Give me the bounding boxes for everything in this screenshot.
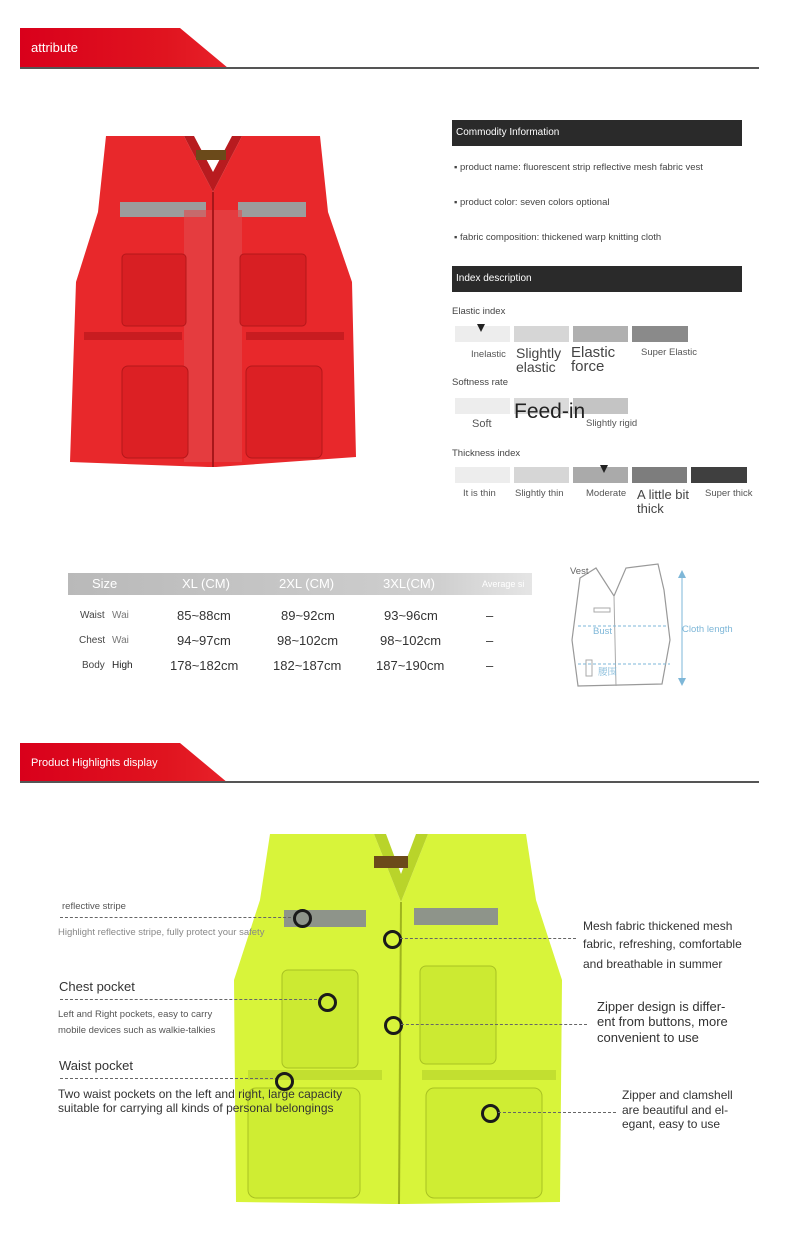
mesh-dash — [400, 938, 576, 939]
commodity-title-bar: Commodity Information — [452, 120, 742, 146]
softness-right: Slightly rigid — [586, 418, 638, 429]
reflective-dash — [60, 917, 296, 918]
chest-desc-2: mobile devices such as walkie-talkies — [58, 1025, 216, 1036]
diagram-bust-label: Bust — [593, 626, 613, 637]
thickness-opt-1: It is thin — [463, 488, 496, 499]
size-header-2xl: 2XL (CM) — [279, 576, 335, 591]
thickness-opt-5: Super thick — [705, 488, 753, 499]
waist-desc-1: Two waist pockets on the left and right, large capacity — [58, 1087, 343, 1101]
chest-title: Chest pocket — [59, 979, 135, 994]
cell-body-3xl: 187~190cm — [376, 658, 445, 673]
row-label-chest: Chest — [79, 635, 106, 646]
softness-seg-1 — [455, 398, 510, 414]
clamshell-1: Zipper and clamshell — [622, 1088, 733, 1102]
zipper-2: ent from buttons, more — [597, 1014, 728, 1029]
reflective-marker-icon — [293, 909, 312, 928]
softness-left: Soft — [472, 418, 492, 430]
elastic-opt-3: Elastic force — [571, 344, 616, 375]
row-sub-chest: Wai — [112, 635, 129, 646]
info-text: product name: fluorescent strip reflective mesh fabric vest — [460, 162, 703, 173]
clamshell-dash — [498, 1112, 616, 1113]
info-text: fabric composition: thickened warp knitting cloth — [460, 232, 662, 243]
softness-middle: Feed-in — [514, 400, 586, 423]
red-vest-image — [66, 132, 360, 472]
thickness-seg-2 — [514, 467, 569, 483]
mesh-3: and breathable in summer — [583, 957, 723, 971]
mesh-2: fabric, refreshing, comfortable — [583, 937, 742, 951]
cell-body-avg: – — [486, 658, 494, 673]
zipper-marker-icon — [384, 1016, 403, 1035]
zipper-3: convenient to use — [597, 1030, 699, 1045]
index-title-bar: Index description — [452, 266, 742, 292]
info-text: product color: seven colors optional — [460, 197, 610, 208]
row-sub-body: High — [112, 660, 133, 671]
cell-waist-2xl: 89~92cm — [281, 608, 335, 623]
thickness-label: Thickness index — [452, 448, 521, 459]
mesh-marker-icon — [383, 930, 402, 949]
info-line-name: ▪ product name: fluorescent strip reflective mesh fabric vest — [454, 162, 703, 173]
elastic-opt-2: Slightly elastic — [516, 345, 562, 375]
thickness-seg-4 — [632, 467, 687, 483]
zipper-dash — [401, 1024, 587, 1025]
row-sub-waist: Wai — [112, 610, 129, 621]
cell-body-xl: 178~182cm — [170, 658, 239, 673]
chest-marker-icon — [318, 993, 337, 1012]
cell-waist-xl: 85~88cm — [177, 608, 231, 623]
mesh-1: Mesh fabric thickened mesh — [583, 919, 733, 933]
elastic-label: Elastic index — [452, 306, 506, 317]
diagram-waist-label: 腰围 — [598, 667, 618, 678]
section-rule — [20, 781, 759, 783]
clamshell-3: egant, easy to use — [622, 1117, 721, 1131]
info-line-color: ▪ product color: seven colors optional — [454, 197, 610, 208]
section-rule — [20, 67, 759, 69]
cell-chest-2xl: 98~102cm — [277, 633, 339, 648]
thickness-marker-icon — [600, 465, 608, 473]
chest-dash — [60, 999, 322, 1000]
banner-title: Product Highlights display — [31, 757, 158, 769]
banner-title: attribute — [31, 40, 78, 55]
chest-desc-1: Left and Right pockets, easy to carry — [58, 1009, 213, 1020]
elastic-opt-1: Inelastic — [471, 349, 506, 360]
elastic-opt-4: Super Elastic — [641, 347, 697, 358]
cell-waist-avg: – — [486, 608, 494, 623]
cell-body-2xl: 182~187cm — [273, 658, 342, 673]
zipper-1: Zipper design is differ- — [597, 999, 726, 1014]
thickness-seg-1 — [455, 467, 510, 483]
diagram-vest-label: Vest — [570, 566, 589, 577]
waist-title: Waist pocket — [59, 1058, 133, 1073]
cell-chest-avg: – — [486, 633, 494, 648]
size-header-size: Size — [92, 576, 118, 591]
cell-chest-xl: 94~97cm — [177, 633, 231, 648]
reflective-desc: Highlight reflective stripe, fully protect your safety — [58, 927, 265, 938]
row-label-body: Body — [82, 660, 105, 671]
attribute-banner — [20, 28, 228, 68]
thickness-opt-4: A little bit thick — [637, 487, 690, 516]
size-header-average: Average si — [482, 579, 525, 589]
row-label-waist: Waist — [80, 610, 105, 621]
highlights-banner — [20, 743, 228, 783]
clamshell-2: are beautiful and el- — [622, 1103, 729, 1117]
elastic-marker-icon — [477, 324, 485, 332]
size-header-3xl: 3XL(CM) — [383, 576, 436, 591]
waist-desc-2: suitable for carrying all kinds of personal belongings — [58, 1101, 334, 1115]
elastic-seg-3 — [573, 326, 628, 342]
size-table-header — [68, 573, 532, 595]
softness-label: Softness rate — [452, 377, 508, 388]
waist-dash — [60, 1078, 278, 1079]
size-header-xl: XL (CM) — [182, 576, 230, 591]
cell-chest-3xl: 98~102cm — [380, 633, 442, 648]
thickness-seg-5 — [691, 467, 747, 483]
cell-waist-3xl: 93~96cm — [384, 608, 438, 623]
reflective-title: reflective stripe — [62, 901, 126, 912]
thickness-opt-2: Slightly thin — [515, 488, 564, 499]
clamshell-marker-icon — [481, 1104, 500, 1123]
elastic-seg-2 — [514, 326, 569, 342]
elastic-seg-4 — [632, 326, 688, 342]
diagram-length-label: Cloth length — [682, 624, 733, 635]
info-line-fabric: ▪ fabric composition: thickened warp knitting cloth — [454, 232, 662, 243]
thickness-opt-3: Moderate — [586, 488, 627, 499]
